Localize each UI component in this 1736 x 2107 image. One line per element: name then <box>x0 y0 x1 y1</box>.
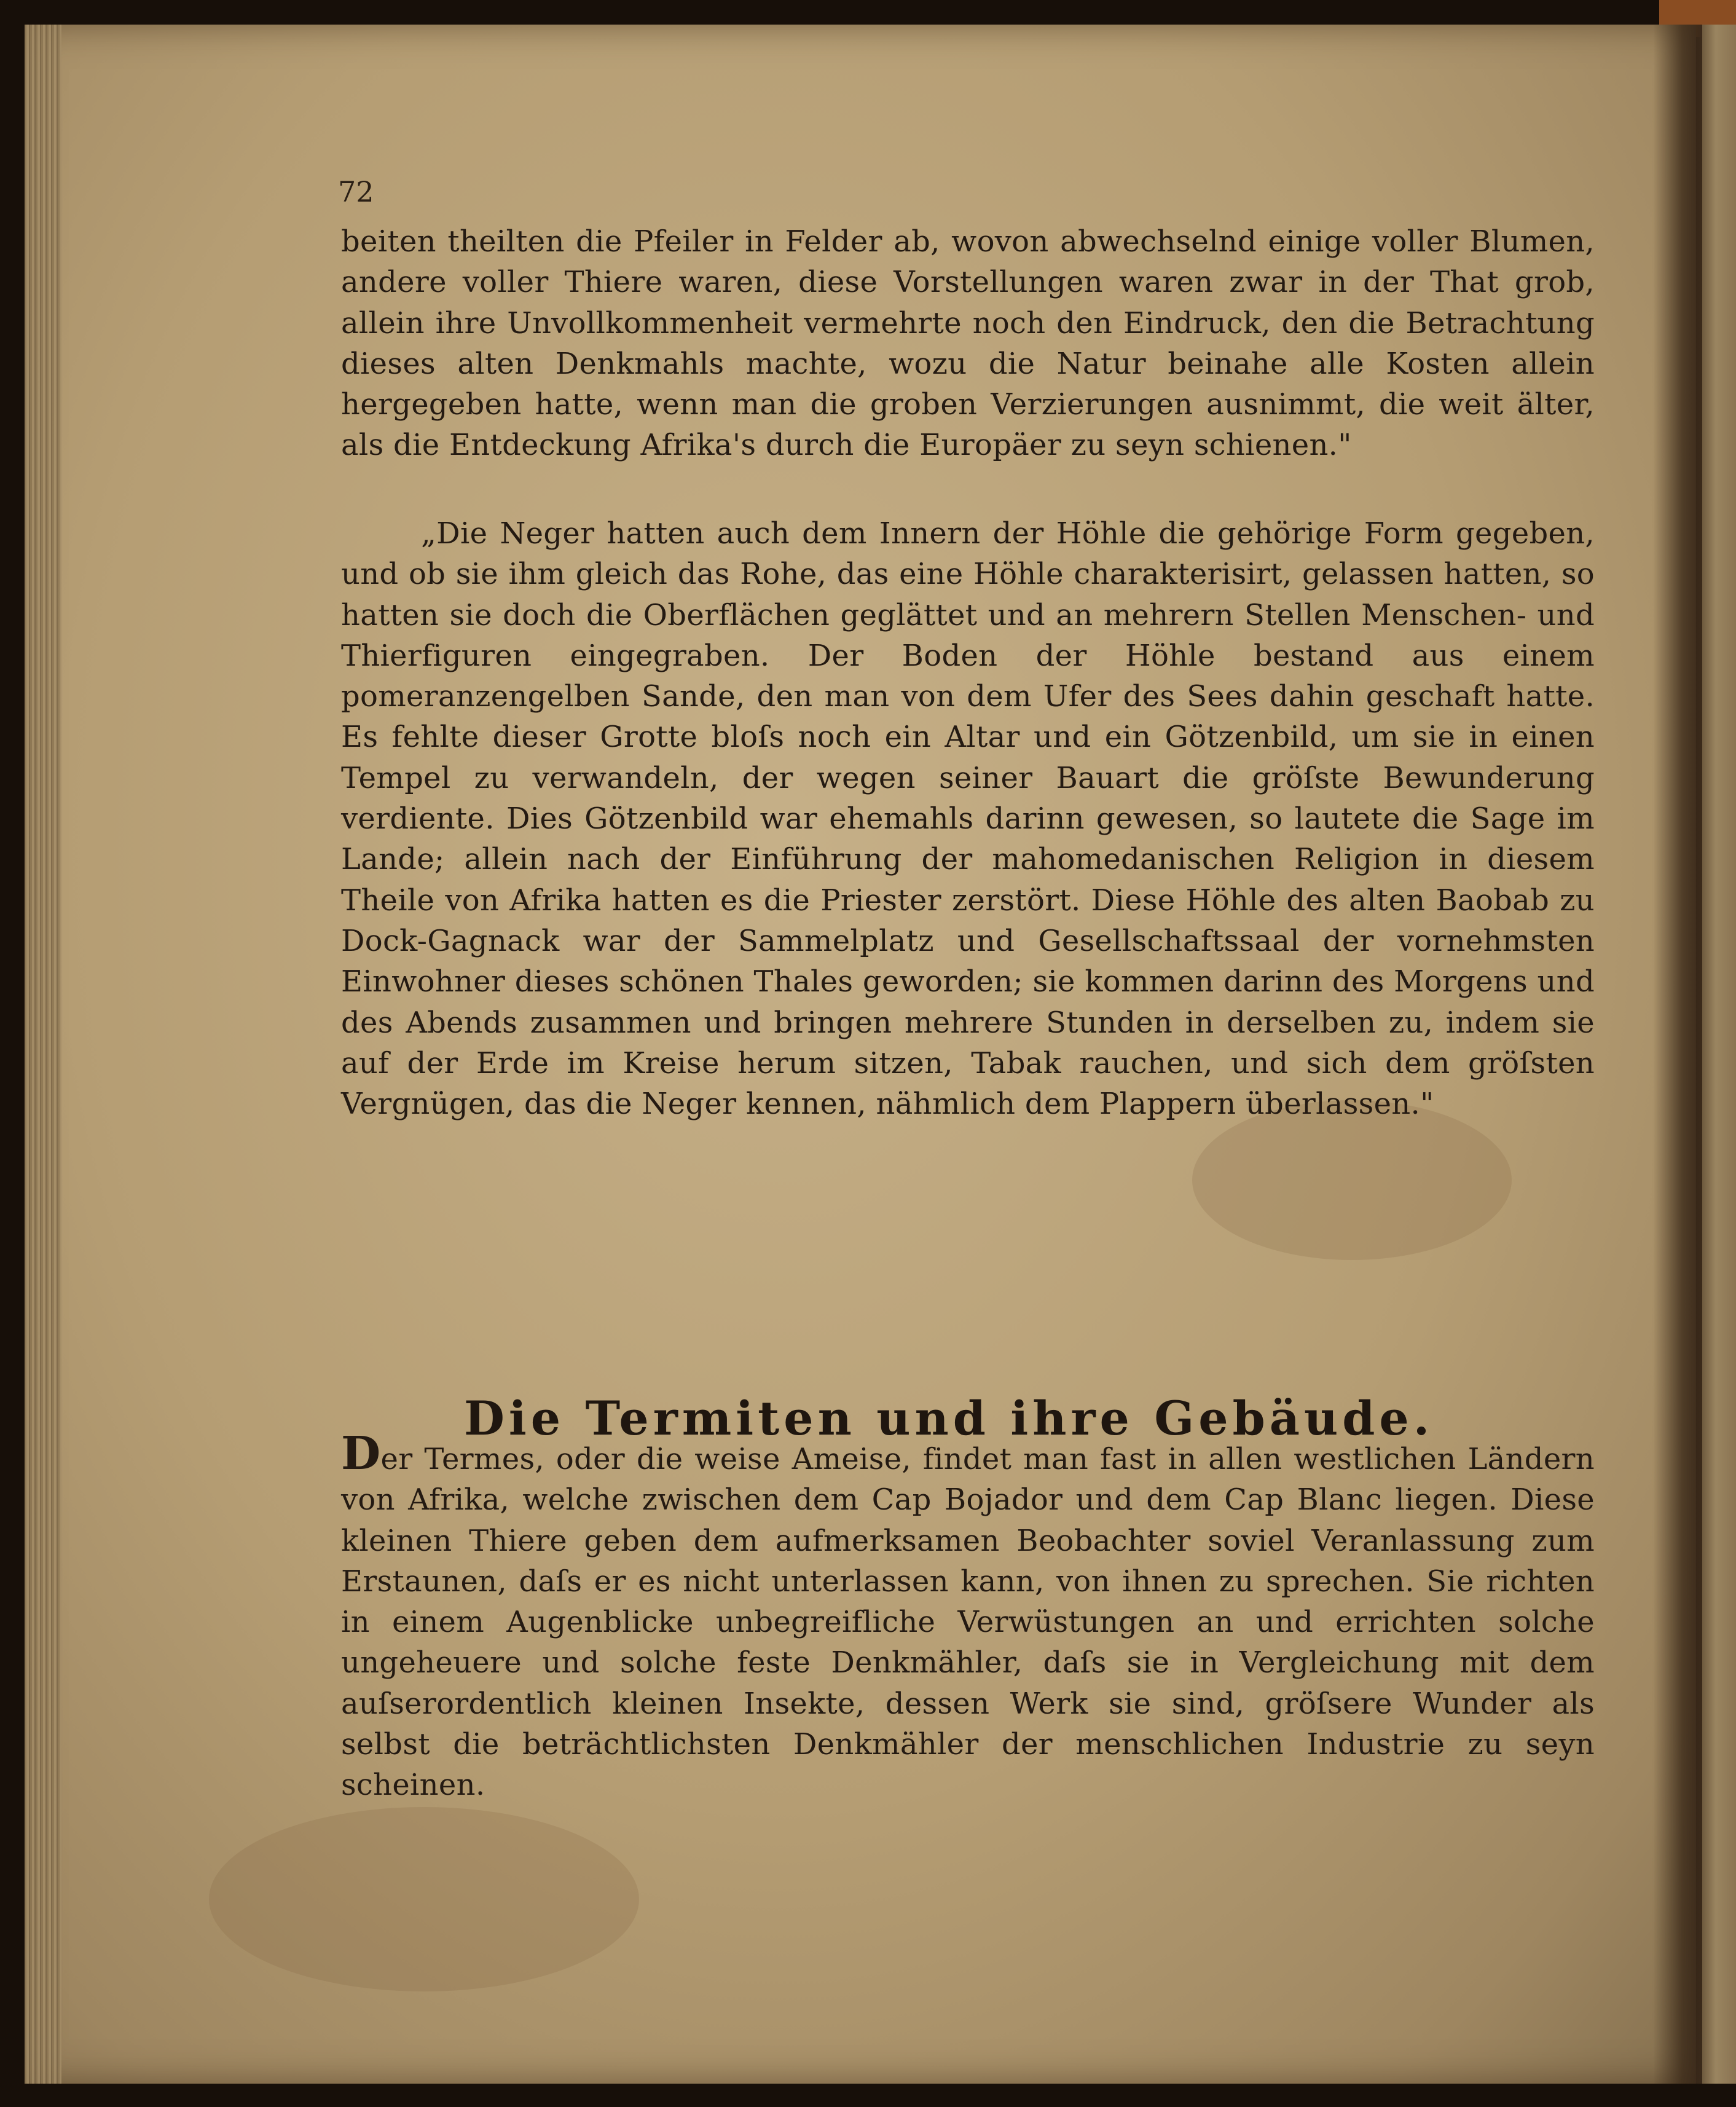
paragraph-quote: „Die Neger hatten auch dem Innern der Höhle die gehörige Form gegeben, und ob sie ihm gleich das Rohe, das eine Höhle charakterisirt, gelassen hatten, so hatten sie doch die Oberflächen geglättet und an mehrern Stellen Menschen- und Thierfiguren eingegraben. Der Boden der Höhle bestand aus einem pomeranzengelben Sande, den man von dem Ufer des Sees dahin geschaft hatte. Es fehlte dieser Grotte bloſs noch ein Altar und ein Götzenbild, um sie in einen Tempel zu verwandeln, der wegen seiner Bauart die gröſste Bewunderung verdiente. Dies Götzenbild war ehemahls darinn gewesen, so lautete die Sage im Lande; allein nach der Einführung der mahomedanischen Religion in diesem Theile von Afrika hatten es die Priester zerstört. Diese Höhle des alten Baobab zu Dock-Gagnack war der Sammelplatz und Gesellschaftssaal der vornehmsten Einwohner dieses schönen Thales geworden; sie kommen darinn des Morgens und des Abends zusammen und bringen mehrere Stunden in derselben zu, indem sie auf der Erde im Kreise herum sitzen, Tabak rauchen, und sich dem gröſsten Vergnügen, das die Neger kennen, nähmlich dem Plappern überlassen." <box>341 516 1595 1122</box>
paragraph-continued: beiten theilten die Pfeiler in Felder ab, wovon abwechselnd einige voller Blumen, andere voller Thiere waren, diese Vorstellungen waren zwar in der That grob, allein ihre Unvollkommenheit vermehrte noch den Eindruck, den die Betrachtung dieses alten Denkmahls machte, wozu die Natur beinahe alle Kosten allein hergegeben hatte, wenn man die groben Verzierungen ausnimmt, die weit älter, als die Entdeckung Afrika's durch die Europäer zu seyn schienen." <box>341 224 1595 463</box>
section-paragraph <box>341 1427 1595 1806</box>
section-heading: Die Termiten und ihre Gebäude. <box>464 1391 1434 1446</box>
page-number: 72 <box>338 175 374 208</box>
paper-stain <box>209 1807 639 1991</box>
drop-cap: D <box>341 1427 381 1480</box>
page-edges <box>25 25 61 2084</box>
section-body: er Termes, oder die weise Ameise, findet man fast in allen westlichen Ländern von Afrika, welche zwischen dem Cap Bojador und dem Cap Blanc liegen. Diese kleinen Thiere geben dem aufmerksamen Beobachter soviel Veranlassung zum Erstaunen, daſs er es nicht unterlassen kann, von ihnen zu sprechen. Sie richten in einem Augenblicke unbegreifliche Verwüstungen an und errichten solche ungeheuere und solche feste Denkmähler, daſs sie in Vergleichung mit dem auſserordentlich kleinen Insekte, dessen Werk sie sind, gröſsere Wunder als selbst die beträchtlichsten Denkmähler der menschlichen Industrie zu seyn scheinen. <box>341 1442 1595 1803</box>
next-page-edge <box>1702 25 1736 2084</box>
book-gutter <box>1653 25 1702 2084</box>
